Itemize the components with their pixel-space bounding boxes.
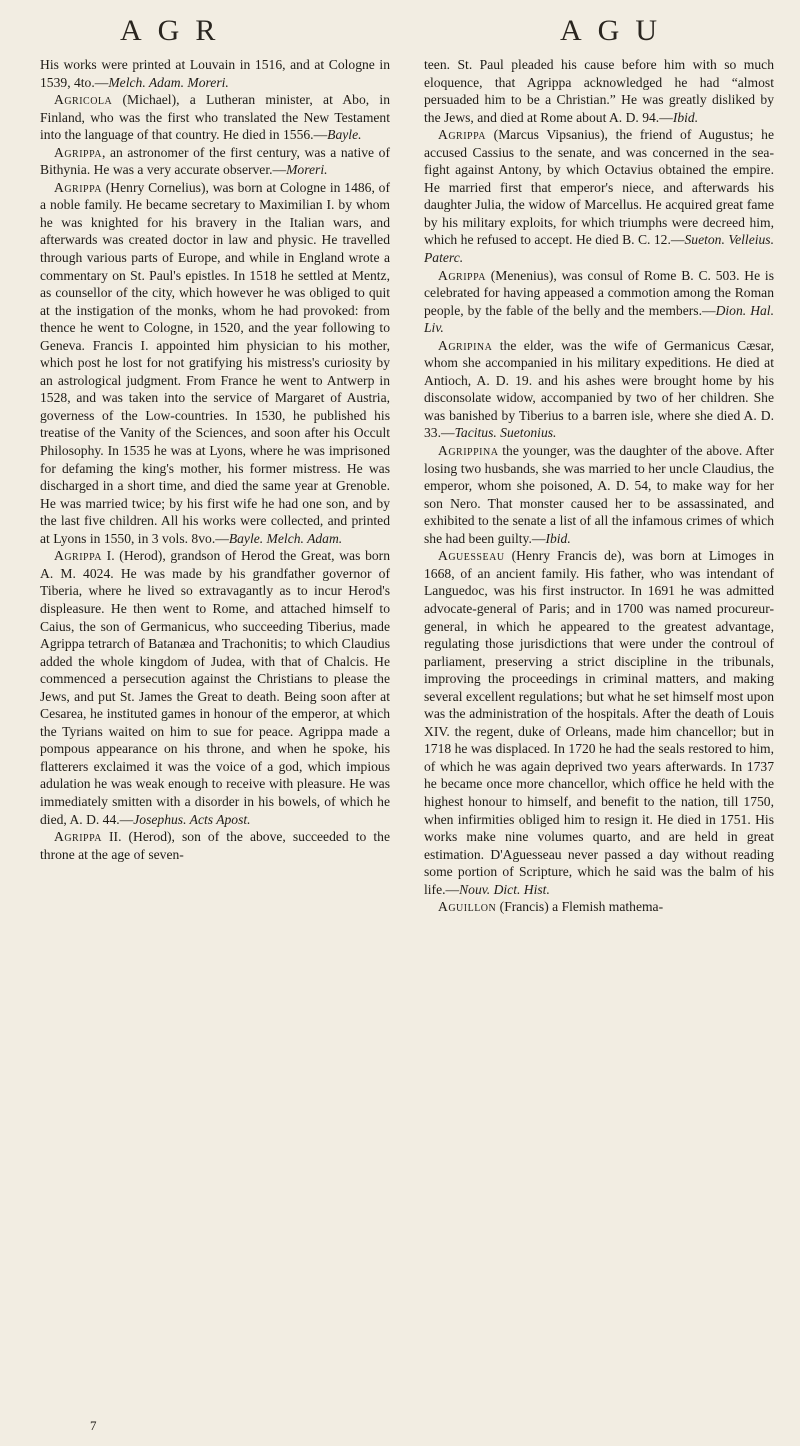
entry-source: Sueton. Velleius. Paterc. [424, 232, 775, 266]
entry-source: Bayle. [327, 127, 362, 143]
entry-source: Moreri. [286, 162, 328, 178]
entry-text: (Michael), a Lutheran minister, at Abo, in Finland, who was the first who translated the New Testament into the language of that country. He died in 1556.— [40, 92, 390, 143]
entry-headword: Agrippa [438, 127, 486, 143]
dictionary-entry [40, 144, 390, 179]
dictionary-entry [424, 267, 774, 337]
entry-headword: Aguillon [438, 899, 497, 915]
entry-source: Melch. Adam. Moreri. [108, 74, 229, 90]
running-head-left: AGR [120, 14, 232, 47]
entry-text: II. (Herod), son of the above, succeeded to the throne at the age of seven- [40, 829, 390, 862]
dictionary-entry [424, 898, 774, 916]
entry-source: Bayle. Melch. Adam. [228, 530, 343, 546]
entry-headword: Agrippa [54, 179, 102, 195]
dictionary-entry [40, 56, 390, 91]
entry-text: teen. St. Paul pleaded his cause before him with so much eloquence, that Agrippa acknowledged he had “almost persuaded him to be a Christian.” He was greatly disliked by the Jews, and died at Rome about A. D. 94.— [424, 57, 774, 125]
entry-text: the younger, was the daughter of the above. After losing two husbands, she was married to her uncle Claudius, the emperor, whom she poisoned, A. D. 54, to make way for her son Nero. That monster caused her to be assassinated, and exhibited to the senate a list of all the infamous crimes of which she had been guilty.— [424, 443, 774, 546]
entry-headword: Agrippina [438, 443, 499, 459]
dictionary-entry [424, 337, 774, 442]
dictionary-entry [40, 91, 390, 144]
entry-source: Josephus. Acts Apost. [133, 811, 251, 827]
running-header [40, 12, 774, 56]
entry-headword: Agrippa [54, 829, 102, 845]
entry-text: (Menenius), was consul of Rome B. C. 503. He is celebrated for having appeased a commotion among the Roman people, by the fable of the belly and the members.— [424, 267, 774, 318]
entry-text: (Marcus Vipsanius), the friend of Augustus; he accused Cassius to the senate, and was concerned in the sea-fight against Antony, by which Octavius obtained the empire. He married first that emperor's niece, and afterwards his daughter Julia, the widow of Marcellus. He acquired great fame by his military exploits, for which triumphs were decreed him, which he refused to accept. He died B. C. 12.— [424, 127, 774, 248]
entry-text: the elder, was the wife of Germanicus Cæsar, whom she accompanied in his military expeditions. He died at Antioch, A. D. 19. and his ashes were brought home by his disconsolate widow, accompanied by two of her children. She was banished by Tiberius to a barren isle, where she died A. D. 33.— [424, 337, 774, 441]
entry-text: I. (Herod), grandson of Herod the Great, was born A. M. 4024. He was made by his grandfather governor of Tiberia, where he lived so extravagantly as to incur Herod's displeasure. He then went to Rome, and attached himself to Caius, the son of Germanicus, who succeeding Tiberius, made Agrippa tetrarch of Batanæa and Trachonitis; to which Claudius added the whole kingdom of Judea, with that of Chalcis. He commenced a persecution against the Christians to please the Jews, and put St. James the Great to death. Being soon after at Cesarea, he instituted games in honour of the emperor, at which the Tyrians waited on him to sue for peace. Agrippa made a pompous appearance on his throne, and when he spoke, his flatterers exclaimed it was the voice of a god, which impious adulation he was weak enough to receive with pleasure. He was immediately smitten with a disorder in his bowels, of which he died, A. D. 44.— [40, 548, 390, 827]
entry-text: (Henry Cornelius), was born at Cologne in 1486, of a noble family. He became secretary to Maximilian I. by whom he was knighted for his bravery in the Italian wars, and afterwards was created doctor in law and physic. He travelled through various parts of Europe, and while in England wrote a commentary on St. Paul's epistles. In 1518 he settled at Mentz, as counsellor of the city, which however he was obliged to quit at the instigation of the monks, whom he had provoked: from thence he went to Cologne, in 1520, and the year following to Geneva. Francis I. appointed him physician to his mother, which post he lost for not gratifying his mistress's curiosity by an astrological judgment. From France he went to Antwerp in 1528, and was taken into the service of Margaret of Austria, governess of the Low-countries. In 1530, he published his treatise of the Vanity of the Sciences, and soon after his Occult Philosophy. In 1535 he was at Lyons, where he was imprisoned for defaming the king's mother, his former mistress. He was discharged in a short time, and died the same year at Grenoble. He was married twice; by his first wife he had one son, and by the last five children. All his works were collected, and printed at Lyons in 1550, in 3 vols. 8vo.— [40, 179, 390, 546]
entry-source: Tacitus. Suetonius. [454, 425, 557, 441]
entry-text: His works were printed at Louvain in 1516, and at Cologne in 1539, 4to.— [40, 57, 390, 90]
entry-source: Dion. Hal. Liv. [424, 302, 774, 336]
right-column [424, 56, 774, 916]
dictionary-entry [424, 442, 774, 547]
dictionary-entry [424, 547, 774, 898]
entry-headword: Agripina [438, 337, 493, 353]
signature-mark: 7 [90, 1418, 97, 1433]
entry-text: (Francis) a Flemish mathema- [496, 899, 664, 915]
entry-source: Ibid. [545, 530, 571, 546]
entry-text: (Henry Francis de), was born at Limoges in 1668, of an ancient family. His father, who was intendant of Languedoc, was his first instructor. In 1691 he was admitted advocate-general of Paris; and in 1700 was named procureur-general, in which he appeared to the greatest advantage, regulating those jurisdictions that were under the controul of parliament, preserving a strict discipline in the tribunals, improving the proceedings in criminal matters, and making several excellent regulations; but what he set himself most upon was the administration of the hospitals. After the death of Louis XIV. the regent, duke of Orleans, made him chancellor; but in 1718 he was displaced. In 1720 he had the seals restored to him, of which he was again deprived two years afterwards. In 1737 he became once more chancellor, which office he held with the highest honour to himself, and benefit to the nation, till 1750, when infirmities obliged him to resign it. He died in 1751. His works make nine volumes quarto, and are held in great estimation. D'Aguesseau never passed a day without reading some portion of Scripture, which he said was the balm of his life.— [424, 548, 774, 897]
text-columns [40, 56, 774, 916]
entry-source: Ibid. [672, 109, 699, 125]
dictionary-entry [40, 547, 390, 828]
dictionary-entry [40, 828, 390, 863]
dictionary-entry [424, 56, 774, 126]
entry-headword: Agrippa [54, 548, 102, 564]
dictionary-entry [40, 179, 390, 547]
entry-text: , an astronomer of the first century, was a native of Bithynia. He was a very accurate observer.— [40, 144, 390, 178]
entry-source: Nouv. Dict. Hist. [459, 881, 550, 897]
running-head-right: AGU [560, 14, 673, 47]
left-column [40, 56, 390, 916]
dictionary-entry [424, 126, 774, 266]
entry-headword: Agrippa [438, 267, 486, 283]
entry-headword: Agrippa [54, 144, 102, 160]
entry-headword: Agricola [54, 92, 113, 108]
entry-headword: Aguesseau [438, 548, 505, 564]
